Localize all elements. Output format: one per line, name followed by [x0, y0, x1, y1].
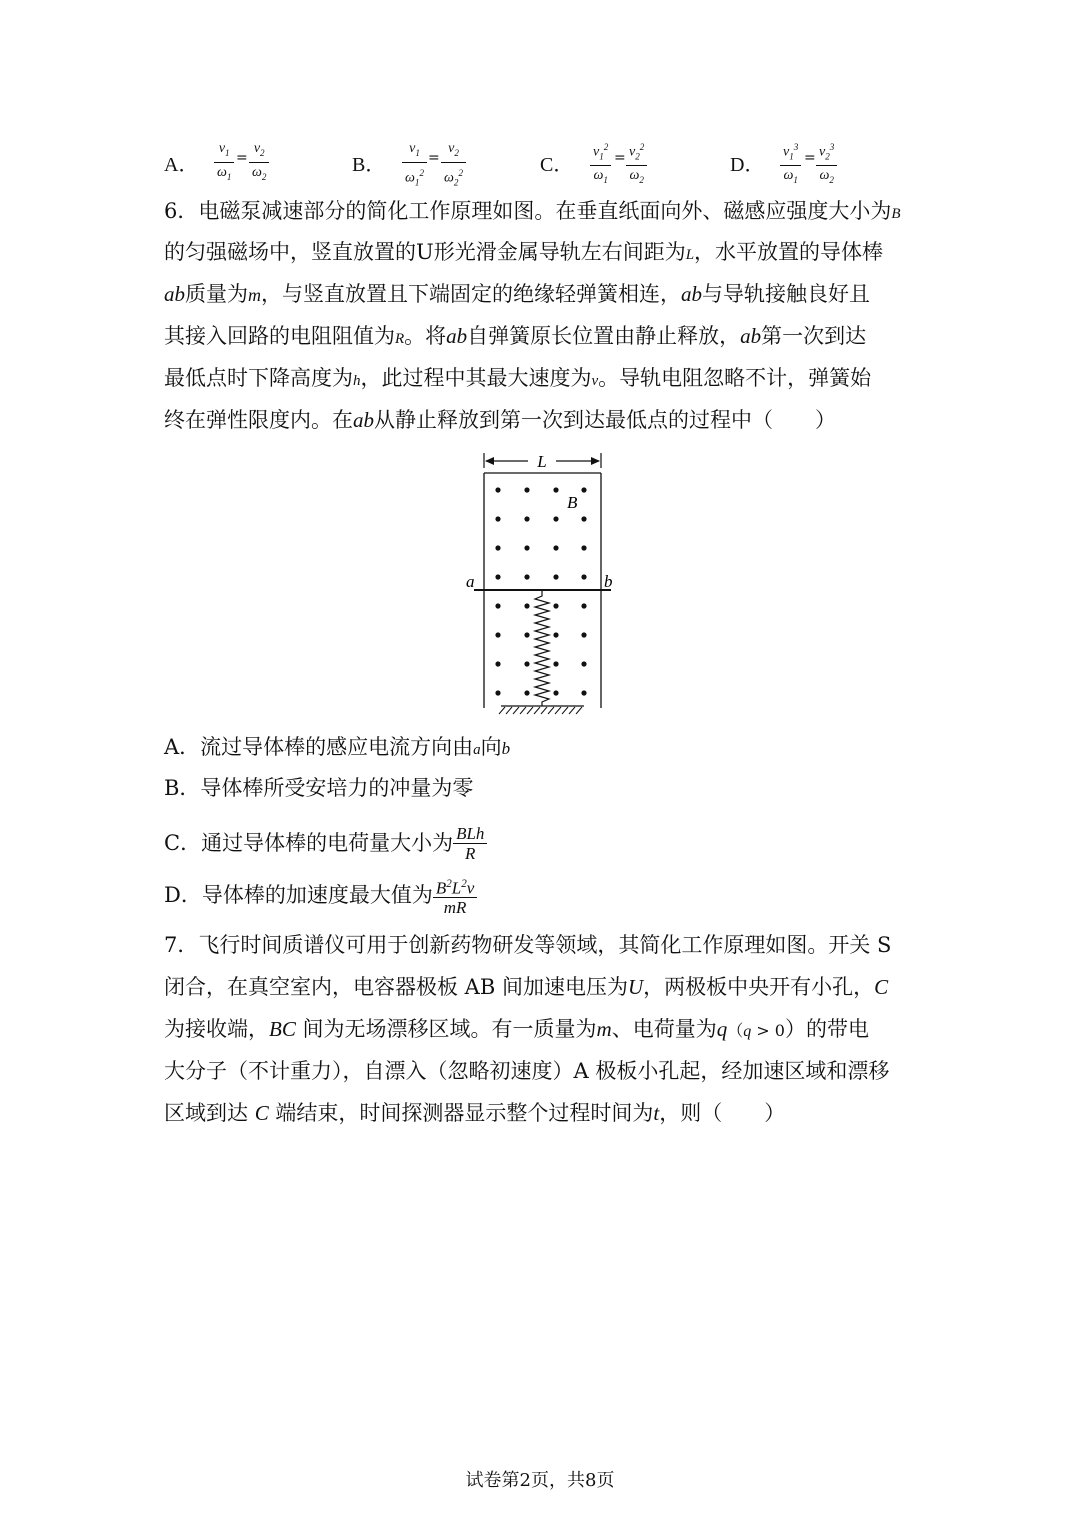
q6-figure [455, 448, 625, 718]
q6-option-c[interactable]: C．通过导体棒的电荷量大小为 $\frac{\text{BLh}}{R}$ [164, 820, 487, 866]
label-B-field: B [567, 493, 578, 512]
q5-option-c-label[interactable]: C． [540, 154, 574, 176]
q5-option-b-label[interactable]: B． [352, 154, 386, 176]
q5-option-d-formula: $\frac{v_1^3}{\omega_1}$ [780, 138, 801, 190]
q5-option-a-label[interactable]: A． [164, 154, 199, 176]
q6-option-d-formula: $\frac{B^2L^2v}{mR}$ [433, 875, 477, 919]
label-L: L [537, 452, 547, 471]
q6-option-d[interactable]: D．导体棒的加速度最大值为 $\frac{B^2L^2v}{mR}$ [164, 872, 477, 918]
arrow-right-icon [591, 457, 600, 465]
q5-option-b-formula: $\frac{v_1}{\omega_1^2}$ [402, 140, 427, 192]
q5-option-c-formula: $\frac{v_1^2}{\omega_1}$ [590, 138, 611, 190]
ground-hatch-icon [499, 707, 582, 714]
q6-option-b[interactable]: B．导体棒所受安培力的冲量为零 [164, 776, 474, 800]
q6-text: 6．电磁泵减速部分的简化工作原理如图。在垂直纸面向外、磁感应强度大小为 [164, 199, 892, 223]
page-footer: 试卷第2页，共8页 [465, 1470, 615, 1491]
spring-icon [535, 591, 549, 706]
q5-option-a-formula: $\frac{v_1}{\omega_1}$ [214, 140, 234, 187]
q6-option-c-formula: $\frac{\text{BLh}}{R}$ [453, 825, 487, 864]
label-a: a [466, 572, 475, 591]
label-b: b [604, 572, 613, 591]
arrow-left-icon [485, 457, 494, 465]
q5-option-d-label[interactable]: D． [730, 154, 765, 176]
q6-option-a[interactable]: A．流过导体棒的感应电流方向由a向b [164, 735, 511, 759]
